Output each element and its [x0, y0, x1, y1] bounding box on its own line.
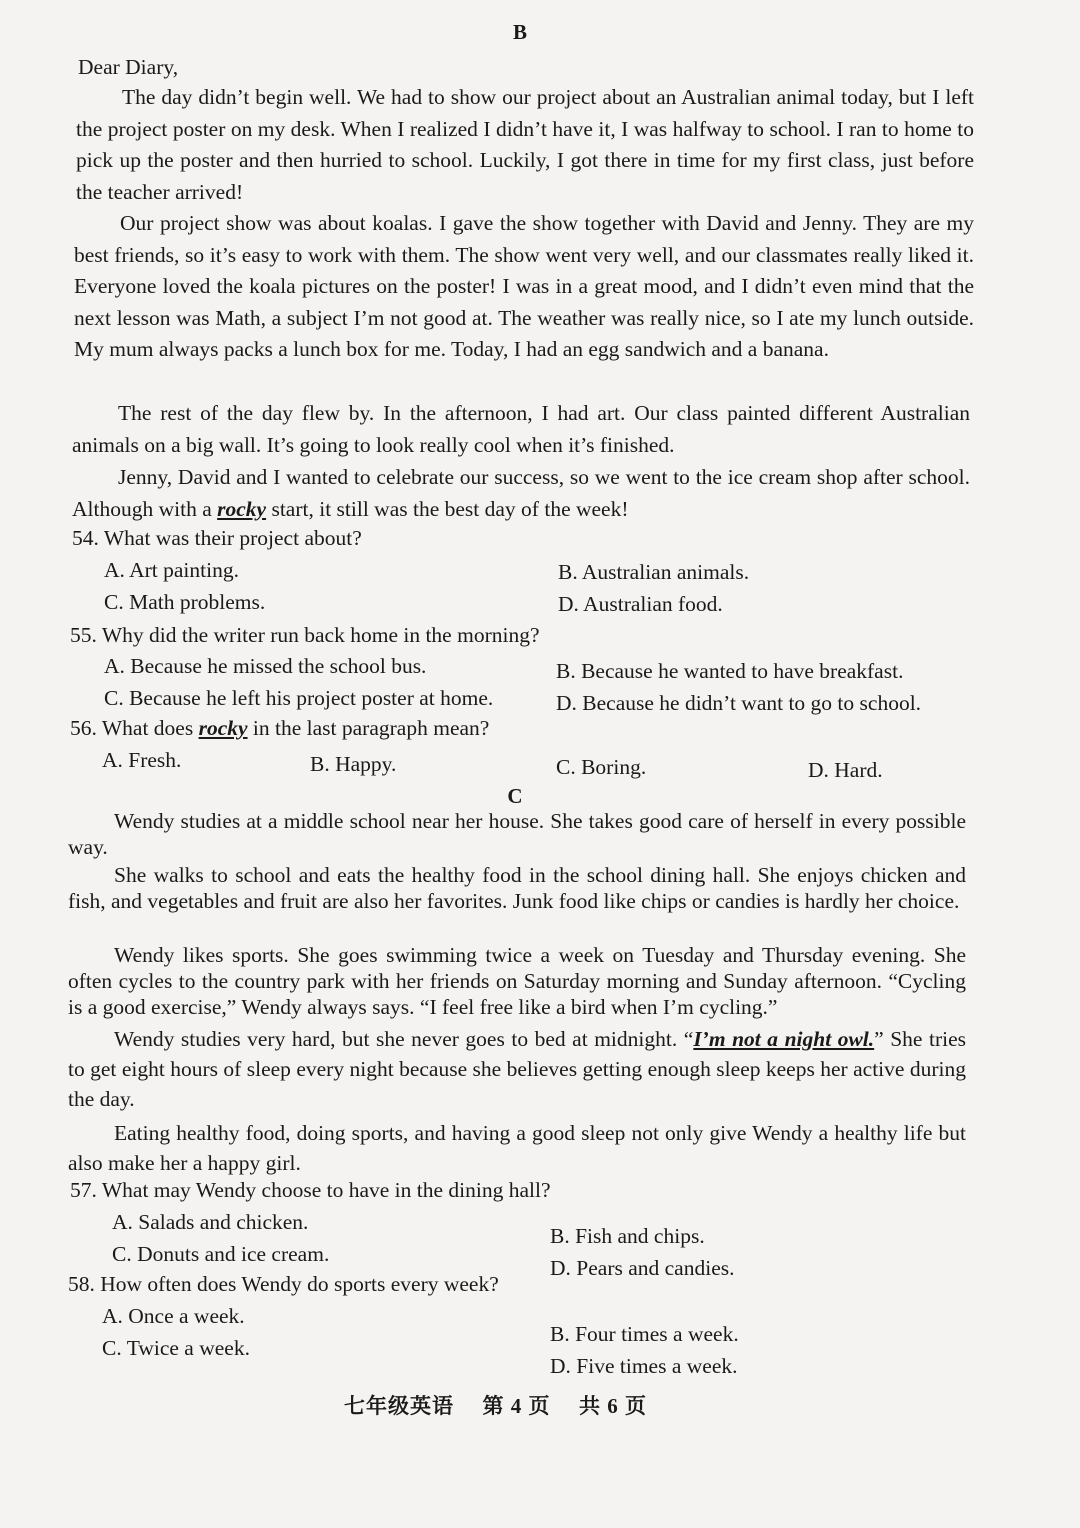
passage-b-paragraph-1 [76, 82, 974, 208]
q57-option-c: C. Donuts and ice cream. [112, 1242, 330, 1266]
question-text: 56. What does [70, 716, 199, 740]
q58-option-a: A. Once a week. [102, 1304, 245, 1328]
q58-option-d: D. Five times a week. [550, 1354, 738, 1378]
footer-page-number: 第 4 页 [482, 1394, 551, 1418]
q57-option-a: A. Salads and chicken. [112, 1210, 309, 1234]
paragraph-text: The day didn’t begin well. We had to show our project about an Australian animal today, but I left the project poster on my desk. When I realized I didn’t have it, I was halfway to school. I ran to home to pick up the poster and then hurried to school. Luckily, I got there in time for my first class, just before the teacher arrived! [76, 85, 974, 204]
q54-option-b: B. Australian animals. [558, 560, 750, 584]
passage-c-paragraph-3 [68, 942, 966, 1020]
page-footer [344, 1390, 647, 1420]
q56-option-a: A. Fresh. [102, 748, 182, 772]
footer-subject: 七年级英语 [344, 1394, 454, 1418]
q56-option-d: D. Hard. [808, 758, 883, 782]
keyword-night-owl: I’m not a night owl. [693, 1027, 875, 1051]
question-54: 54. What was their project about? [72, 526, 362, 550]
q55-option-d: D. Because he didn’t want to go to school. [556, 691, 922, 715]
q54-option-d: D. Australian food. [558, 592, 723, 616]
passage-c-paragraph-4 [68, 1024, 966, 1114]
q55-option-b: B. Because he wanted to have breakfast. [556, 659, 904, 683]
question-57: 57. What may Wendy choose to have in the dining hall? [70, 1178, 551, 1202]
q55-option-c: C. Because he left his project poster at home. [104, 686, 494, 710]
passage-c-paragraph-1 [68, 808, 966, 860]
passage-b-paragraph-4 [72, 462, 970, 525]
keyword-rocky: rocky [217, 496, 267, 521]
passage-c-paragraph-2 [68, 862, 966, 914]
q57-option-d: D. Pears and candies. [550, 1256, 735, 1280]
q57-option-b: B. Fish and chips. [550, 1224, 705, 1248]
paragraph-text: start, it still was the best day of the week! [266, 496, 629, 521]
question-text: in the last paragraph mean? [247, 716, 490, 740]
q58-option-c: C. Twice a week. [102, 1336, 250, 1360]
paragraph-text: Wendy likes sports. She goes swimming twice a week on Tuesday and Thursday evening. She often cycles to the country park with her friends on Saturday morning and Sunday afternoon. “Cycling is a good exercise,” Wendy always says. “I feel free like a bird when I’m cycling.” [68, 943, 966, 1019]
q54-option-a: A. Art painting. [104, 558, 239, 582]
section-b-heading: B [512, 20, 527, 44]
keyword-rocky: rocky [198, 716, 248, 740]
question-58: 58. How often does Wendy do sports every week? [68, 1272, 499, 1296]
passage-c-paragraph-5 [68, 1118, 966, 1178]
diary-greeting: Dear Diary, [78, 55, 179, 79]
paragraph-text: She walks to school and eats the healthy food in the school dining hall. She enjoys chicken and fish, and vegetables and fruit are also her favorites. Junk food like chips or candies is hardly her choice. [68, 863, 966, 913]
paragraph-text: Jenny, David and I wanted to celebrate our success, so we went to the ice cream shop after school. Although with a [72, 465, 970, 521]
paragraph-text: Our project show was about koalas. I gave the show together with David and Jenny. They are my best friends, so it’s easy to work with them. The show went very well, and our classmates really liked it. Everyone loved the koala pictures on the poster! I was in a great mood, and I didn’t even mind that the next lesson was Math, a subject I’m not good at. The weather was really nice, so I ate my lunch outside. My mum always packs a lunch box for me. Today, I had an egg sandwich and a banana. [74, 211, 974, 361]
paragraph-text: Wendy studies very hard, but she never goes to bed at midnight. “ [114, 1027, 694, 1051]
paragraph-text: ” She tries to get eight hours of sleep every night because she believes getting enough sleep keeps her active during the day. [68, 1027, 967, 1111]
passage-b-paragraph-3 [72, 398, 970, 461]
q56-option-b: B. Happy. [310, 752, 397, 776]
q58-option-b: B. Four times a week. [550, 1322, 739, 1346]
q54-option-c: C. Math problems. [104, 590, 266, 614]
paragraph-text: Eating healthy food, doing sports, and having a good sleep not only give Wendy a healthy life but also make her a happy girl. [68, 1121, 966, 1175]
question-56 [70, 716, 489, 741]
passage-b-paragraph-2 [74, 208, 974, 366]
section-c-heading: C [507, 784, 523, 808]
footer-total-pages: 共 6 页 [579, 1394, 647, 1418]
paragraph-text: The rest of the day flew by. In the afternoon, I had art. Our class painted different Australian animals on a big wall. It’s going to look really cool when it’s finished. [72, 401, 970, 457]
q55-option-a: A. Because he missed the school bus. [104, 654, 427, 678]
paragraph-text: Wendy studies at a middle school near her house. She takes good care of herself in every possible way. [68, 809, 966, 859]
question-55: 55. Why did the writer run back home in the morning? [70, 623, 540, 647]
q56-option-c: C. Boring. [556, 755, 647, 779]
